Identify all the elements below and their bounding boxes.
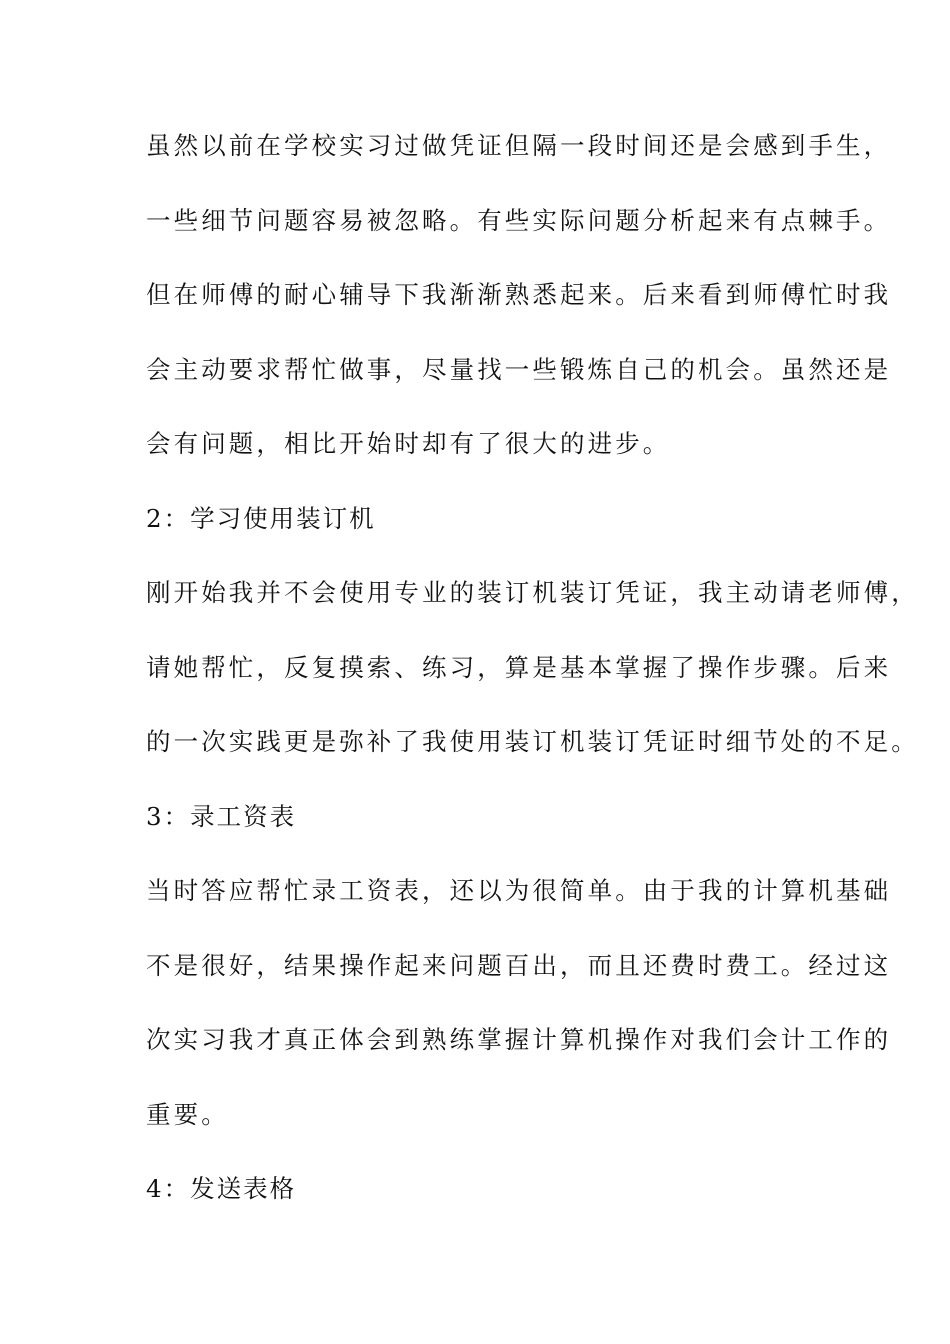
paragraph-line: 次实习我才真正体会到熟练掌握计算机操作对我们会计工作的 bbox=[146, 1025, 892, 1054]
paragraph-line: 当时答应帮忙录工资表，还以为很简单。由于我的计算机基础 bbox=[146, 876, 892, 905]
paragraph-line: 会主动要求帮忙做事，尽量找一些锻炼自己的机会。虽然还是 bbox=[146, 354, 892, 384]
paragraph-line: 请她帮忙，反复摸索、练习，算是基本掌握了操作步骤。后来 bbox=[146, 652, 892, 682]
paragraph-line: 的一次实践更是弥补了我使用装订机装订凭证时细节处的不足。 bbox=[146, 727, 919, 756]
section-heading: 2：学习使用装订机 bbox=[146, 503, 376, 533]
paragraph-line: 但在师傅的耐心辅导下我渐渐熟悉起来。后来看到师傅忙时我 bbox=[146, 280, 892, 309]
paragraph-line: 不是很好，结果操作起来问题百出，而且还费时费工。经过这 bbox=[146, 950, 892, 980]
document-body bbox=[146, 131, 919, 1249]
paragraph-line: 虽然以前在学校实习过做凭证但隔一段时间还是会感到手生， bbox=[146, 131, 892, 160]
section-heading: 4：发送表格 bbox=[146, 1174, 297, 1203]
paragraph-line: 一些细节问题容易被忽略。有些实际问题分析起来有点棘手。 bbox=[146, 205, 892, 235]
paragraph-line: 会有问题，相比开始时却有了很大的进步。 bbox=[146, 429, 671, 458]
section-heading: 3：录工资表 bbox=[146, 801, 297, 831]
paragraph-line: 重要。 bbox=[146, 1099, 229, 1129]
paragraph-line: 刚开始我并不会使用专业的装订机装订凭证，我主动请老师傅， bbox=[146, 578, 919, 607]
